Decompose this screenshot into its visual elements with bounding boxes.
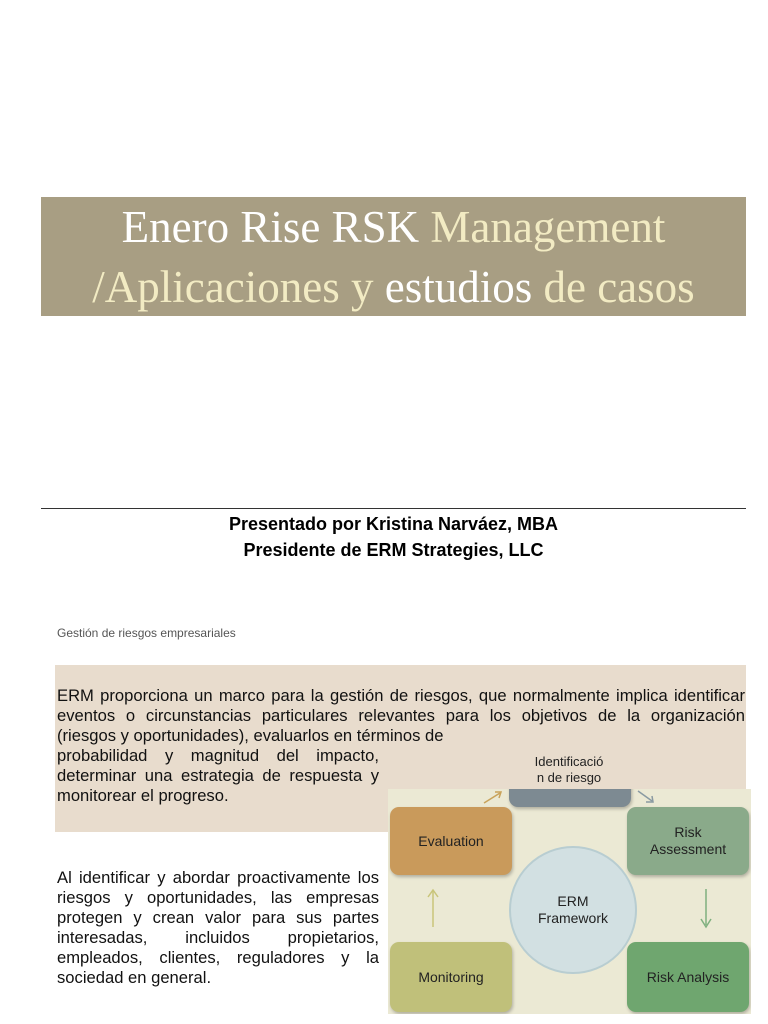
erm-framework-label: ERM Framework — [537, 893, 608, 926]
erm-paragraph-continued: probabilidad y magnitud del impacto, determinar una estrategia de respuesta y monitorear el progreso. — [57, 746, 379, 805]
title-text-plain: estudios — [384, 262, 533, 312]
title-line-1 — [41, 197, 746, 257]
arrow-down-right-icon — [636, 789, 658, 805]
risk-identification-label — [519, 754, 619, 786]
evaluation-node — [390, 807, 512, 875]
presenter-title: Presidente de ERM Strategies, LLC — [243, 540, 544, 560]
title-text-highlight: Management — [430, 202, 666, 252]
risk-identification-text: Identificació n de riesgo — [534, 754, 604, 785]
title-line-2 — [41, 257, 746, 317]
arrow-up-icon — [426, 887, 440, 929]
risk-assessment-label: Risk Assessment — [649, 824, 727, 857]
risk-identification-node — [509, 789, 631, 807]
title-text-highlight: de casos — [532, 262, 695, 312]
presenter-name: Presentado por Kristina Narváez, MBA — [228, 514, 559, 534]
erm-framework-circle — [509, 846, 637, 974]
title-text-highlight: /Aplicaciones y — [92, 262, 385, 312]
risk-analysis-label: Risk Analysis — [646, 968, 730, 985]
title-banner — [41, 197, 746, 316]
title-text-plain: Enero Rise RSK — [121, 202, 431, 252]
section-label: Gestión de riesgos empresariales — [57, 626, 236, 640]
monitoring-label: Monitoring — [418, 968, 484, 985]
divider-line — [41, 508, 746, 509]
risk-analysis-node — [627, 942, 749, 1012]
erm-value-paragraph: Al identificar y abordar proactivamente los riesgos y oportunidades, las empresas protegen y crean valor para sus partes interesadas, incluidos propietarios, empleados, clientes, reguladores y la sociedad en general. — [57, 868, 379, 987]
arrow-down-icon — [699, 887, 713, 931]
presenter-block — [41, 511, 746, 563]
evaluation-label: Evaluation — [418, 832, 484, 849]
arrow-up-right-icon — [482, 789, 506, 805]
erm-framework-diagram — [388, 789, 751, 1014]
monitoring-node — [390, 942, 512, 1012]
erm-paragraph-intro: ERM proporciona un marco para la gestión de riesgos, que normalmente implica identificar eventos o circunstancias particulares relevantes para los objetivos de la organización (riesgos y oportunidades), evaluarlos en términos de — [57, 686, 745, 745]
risk-assessment-node — [627, 807, 749, 875]
